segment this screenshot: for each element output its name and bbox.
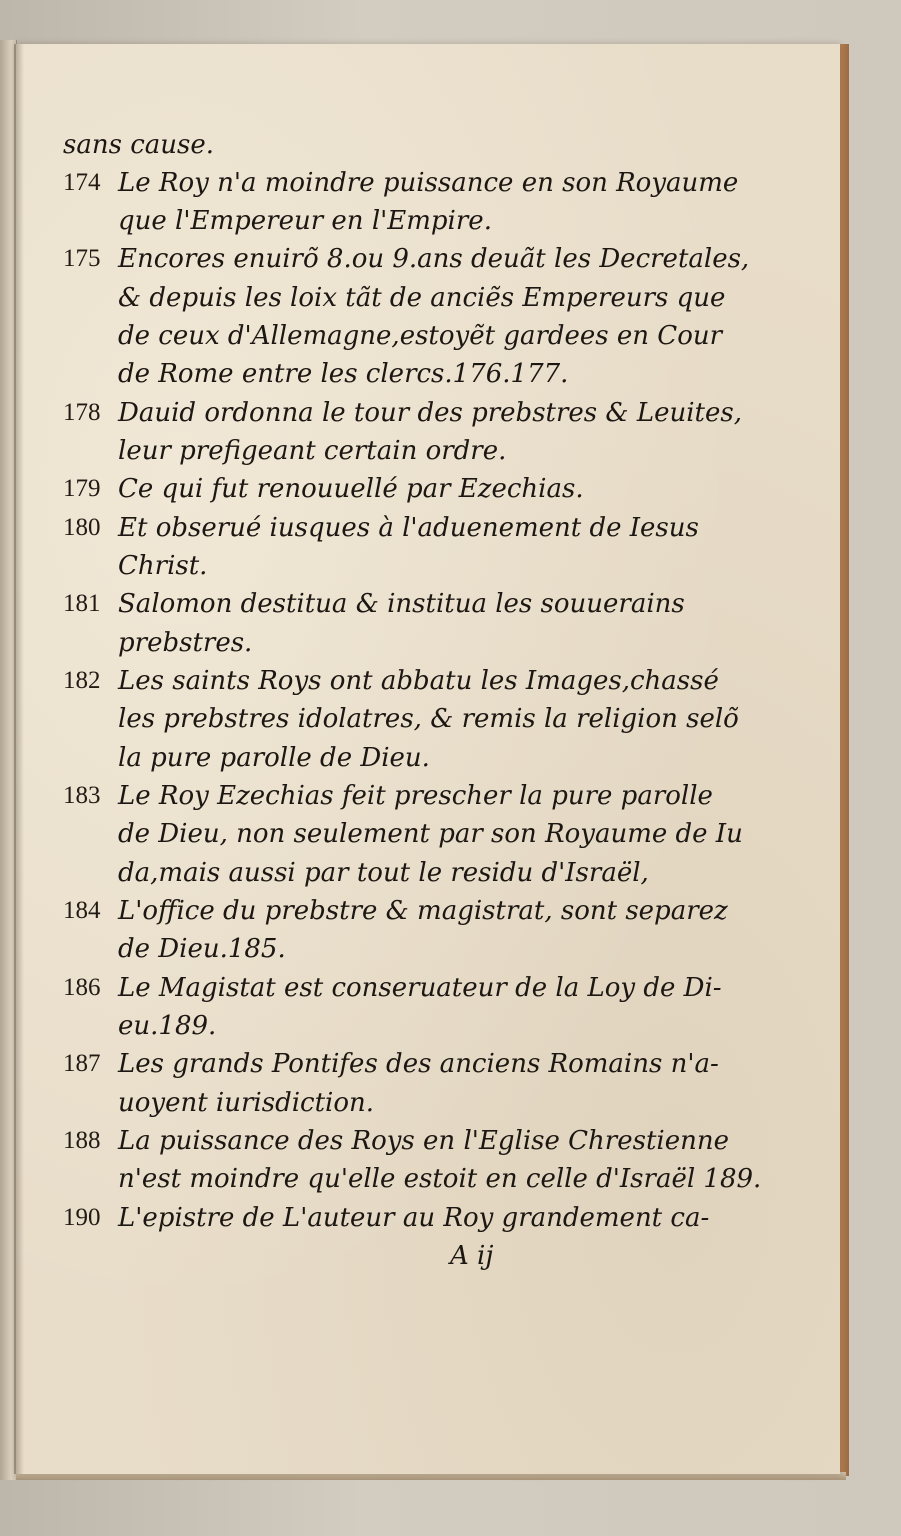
entry-number: 180 [63,514,101,541]
lead-in-line: sans cause. [63,130,214,160]
entry-number: 187 [63,1050,101,1077]
entry-line: Le Roy n'a moindre puissance en son Royaume [118,168,739,198]
entry-line: Le Magistat est conseruateur de la Loy de Di- [118,973,722,1003]
entry-line: leur prefigeant certain ordre. [118,436,507,466]
entry-number: 174 [63,169,101,196]
entry-line: Dauid ordonna le tour des prebstres & Leuites, [118,398,742,428]
entry-line: L'office du prebstre & magistrat, sont separez [118,896,728,926]
entry-line: Salomon destitua & institua les souuerains [118,589,685,619]
entry-number: 188 [63,1127,101,1154]
entry-line: uoyent iurisdiction. [118,1088,375,1118]
entry-line: Le Roy Ezechias feit prescher la pure parolle [118,781,713,811]
entry-number: 190 [63,1204,101,1231]
entry-line: Les saints Roys ont abbatu les Images,chassé [118,666,719,696]
entry-line: La puissance des Roys en l'Eglise Chrestienne [118,1126,729,1156]
entry-line: prebstres. [118,628,253,658]
entry-number: 184 [63,897,101,924]
entry-line: la pure parolle de Dieu. [118,743,430,773]
entry-number: 182 [63,667,101,694]
entry-line: & depuis les loix tãt de anciẽs Empereurs que [118,283,726,313]
entry-line: de Dieu.185. [118,934,286,964]
entry-line: de ceux d'Allemagne,estoyẽt gardees en Cour [118,321,723,351]
entry-number: 183 [63,782,101,809]
entry-line: L'epistre de L'auteur au Roy grandement ca- [118,1203,710,1233]
entry-line: da,mais aussi par tout le residu d'Israël, [118,858,649,888]
entry-line: de Dieu, non seulement par son Royaume de Iu [118,819,743,849]
entry-line: n'est moindre qu'elle estoit en celle d'Israël 189. [118,1164,762,1194]
page-text [16,44,840,1474]
entry-line: que l'Empereur en l'Empire. [118,206,492,236]
entry-line: Encores enuirõ 8.ou 9.ans deuãt les Decretales, [118,244,750,274]
entry-number: 175 [63,245,101,272]
entry-line: Christ. [118,551,208,581]
entry-number: 186 [63,974,101,1001]
entry-number: 179 [63,475,101,502]
entry-line: les prebstres idolatres, & remis la religion selõ [118,704,739,734]
entry-number: 181 [63,590,101,617]
entry-line: Les grands Pontifes des anciens Romains n'a- [118,1049,719,1079]
entry-line: de Rome entre les clercs.176.177. [118,359,569,389]
entry-line: Et obserué iusques à l'aduenement de Iesus [118,513,699,543]
book-page [16,44,840,1474]
signature-mark: A ij [450,1241,494,1271]
entry-number: 178 [63,399,101,426]
entry-line: Ce qui fut renouuellé par Ezechias. [118,474,584,504]
entry-line: eu.189. [118,1011,217,1041]
